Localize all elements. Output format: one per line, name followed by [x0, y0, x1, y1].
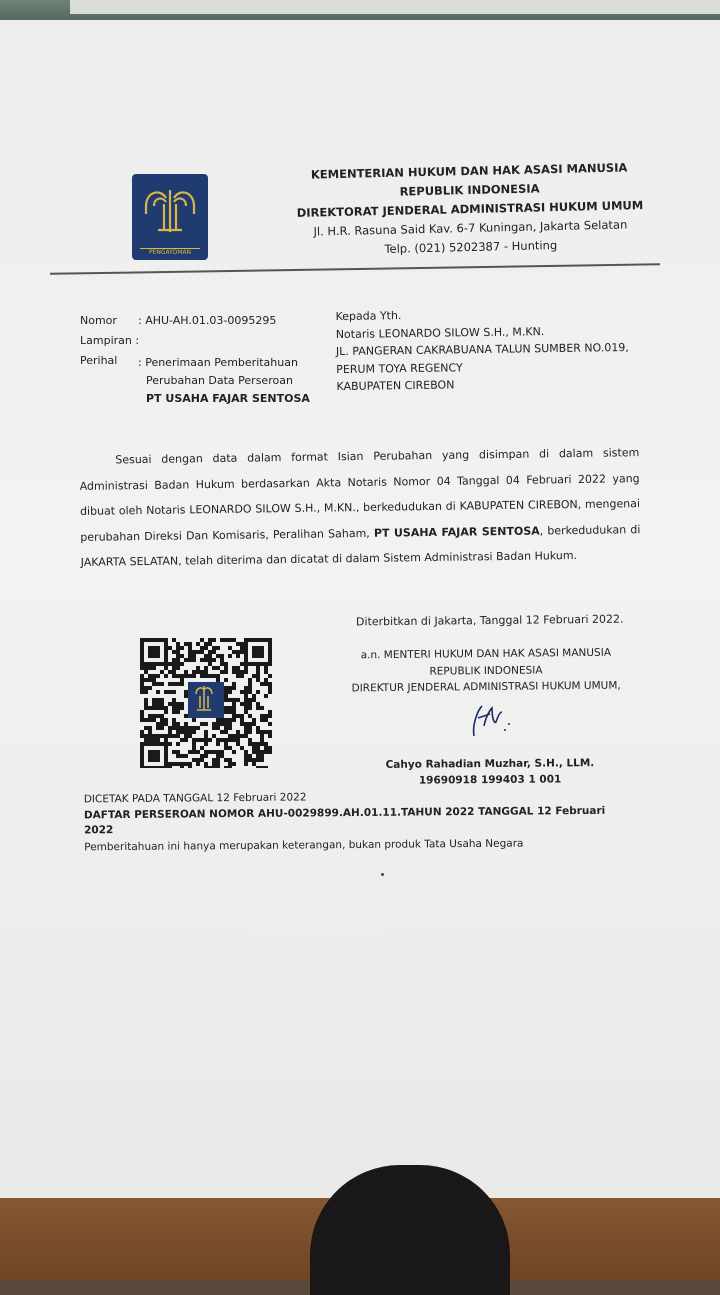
signatory-title — [336, 644, 637, 697]
stray-mark — [381, 873, 384, 876]
sign-line1: a.n. MENTERI HUKUM DAN HAK ASASI MANUSIA — [360, 646, 612, 662]
qr-code-graphic — [140, 638, 272, 768]
recipient-city: KABUPATEN CIREBON — [336, 378, 455, 394]
body-paragraph — [79, 440, 641, 575]
printed-date: DICETAK PADA TANGGAL 12 Februari 2022 — [83, 791, 307, 806]
perihal-value — [138, 354, 310, 408]
signature-icon — [464, 700, 516, 744]
sign-line3: DIREKTUR JENDERAL ADMINISTRASI HUKUM UMUM, — [351, 679, 621, 695]
document-page — [0, 20, 720, 1198]
background-paper-edge — [70, 0, 720, 14]
sign-line2: REPUBLIK INDONESIA — [429, 663, 543, 678]
recipient-block — [335, 304, 629, 396]
recipient-street: JL. PANGERAN CAKRABUANA TALUN SUMBER NO.019, — [335, 340, 629, 359]
letterhead-text — [279, 158, 661, 262]
address: Jl. H.R. Rasuna Said Kav. 6-7 Kuningan, Jakarta Selatan — [313, 217, 628, 239]
signer-name: Cahyo Rahadian Muzhar, S.H., LLM. — [385, 757, 595, 771]
body-text — [79, 440, 641, 575]
directorate-name: DIREKTORAT JENDERAL ADMINISTRASI HUKUM UMUM — [296, 198, 644, 220]
republic-name: REPUBLIK INDONESIA — [399, 181, 540, 199]
banyan-tree-icon — [138, 184, 202, 240]
perihal-row — [80, 354, 310, 408]
recipient-complex: PERUM TOYA REGENCY — [336, 360, 463, 376]
issued-date: Diterbitkan di Jakarta, Tanggal 12 Februari 2022. — [355, 612, 624, 629]
signer-nip: 19690918 199403 1 001 — [418, 773, 562, 787]
signer-block — [370, 755, 610, 789]
lampiran-row — [80, 334, 139, 347]
perihal-line1: : Penerimaan Pemberitahuan — [138, 356, 298, 369]
nomor-row — [80, 312, 276, 330]
perihal-line2: Perubahan Data Perseroan — [146, 374, 293, 387]
recipient-greeting: Kepada Yth. — [335, 309, 402, 324]
phone: Telp. (021) 5202387 - Hunting — [384, 238, 558, 256]
nomor-value: : AHU-AH.01.03-0095295 — [138, 314, 277, 327]
body-part1: Sesuai dengan data dalam format Isian Perubahan yang disimpan di dalam sistem Administrasi Badan Hukum berdasarkan Akta Notaris Nomor 04 Tanggal 04 Februari 2022 yang dibuat oleh Notaris LEONARDO SILOW S.H., M.KN., berkedudukan di KABUPATEN CIREBON, mengenai perubahan Direksi Dan Komisaris, Peralihan Saham, — [79, 446, 641, 544]
lampiran-label: Lampiran : — [80, 334, 140, 347]
logo-caption: PENGAYOMAN — [140, 248, 200, 256]
body-part2: , berkedudukan di JAKARTA SELATAN, telah diterima dan dicatat di dalam Sistem Administrasi Badan Hukum. — [80, 522, 641, 569]
perihal-company: PT USAHA FAJAR SENTOSA — [146, 392, 310, 405]
footer-block — [84, 788, 625, 856]
recipient-name: Notaris LEONARDO SILOW S.H., M.KN. — [335, 324, 545, 341]
pengayoman-logo — [132, 174, 208, 260]
ministry-name: KEMENTERIAN HUKUM DAN HAK ASASI MANUSIA — [310, 160, 628, 182]
perihal-label: Perihal — [80, 354, 118, 367]
register-number: DAFTAR PERSEROAN NOMOR AHU-0029899.AH.01.11.TAHUN 2022 TANGGAL 12 Februari 2022 — [83, 804, 606, 837]
qr-code — [140, 638, 272, 768]
body-company: PT USAHA FAJAR SENTOSA — [373, 523, 540, 540]
disclaimer: Pemberitahuan ini hanya merupakan keterangan, bukan produk Tata Usaha Negara — [84, 837, 524, 854]
nomor-label: Nomor — [80, 314, 117, 327]
